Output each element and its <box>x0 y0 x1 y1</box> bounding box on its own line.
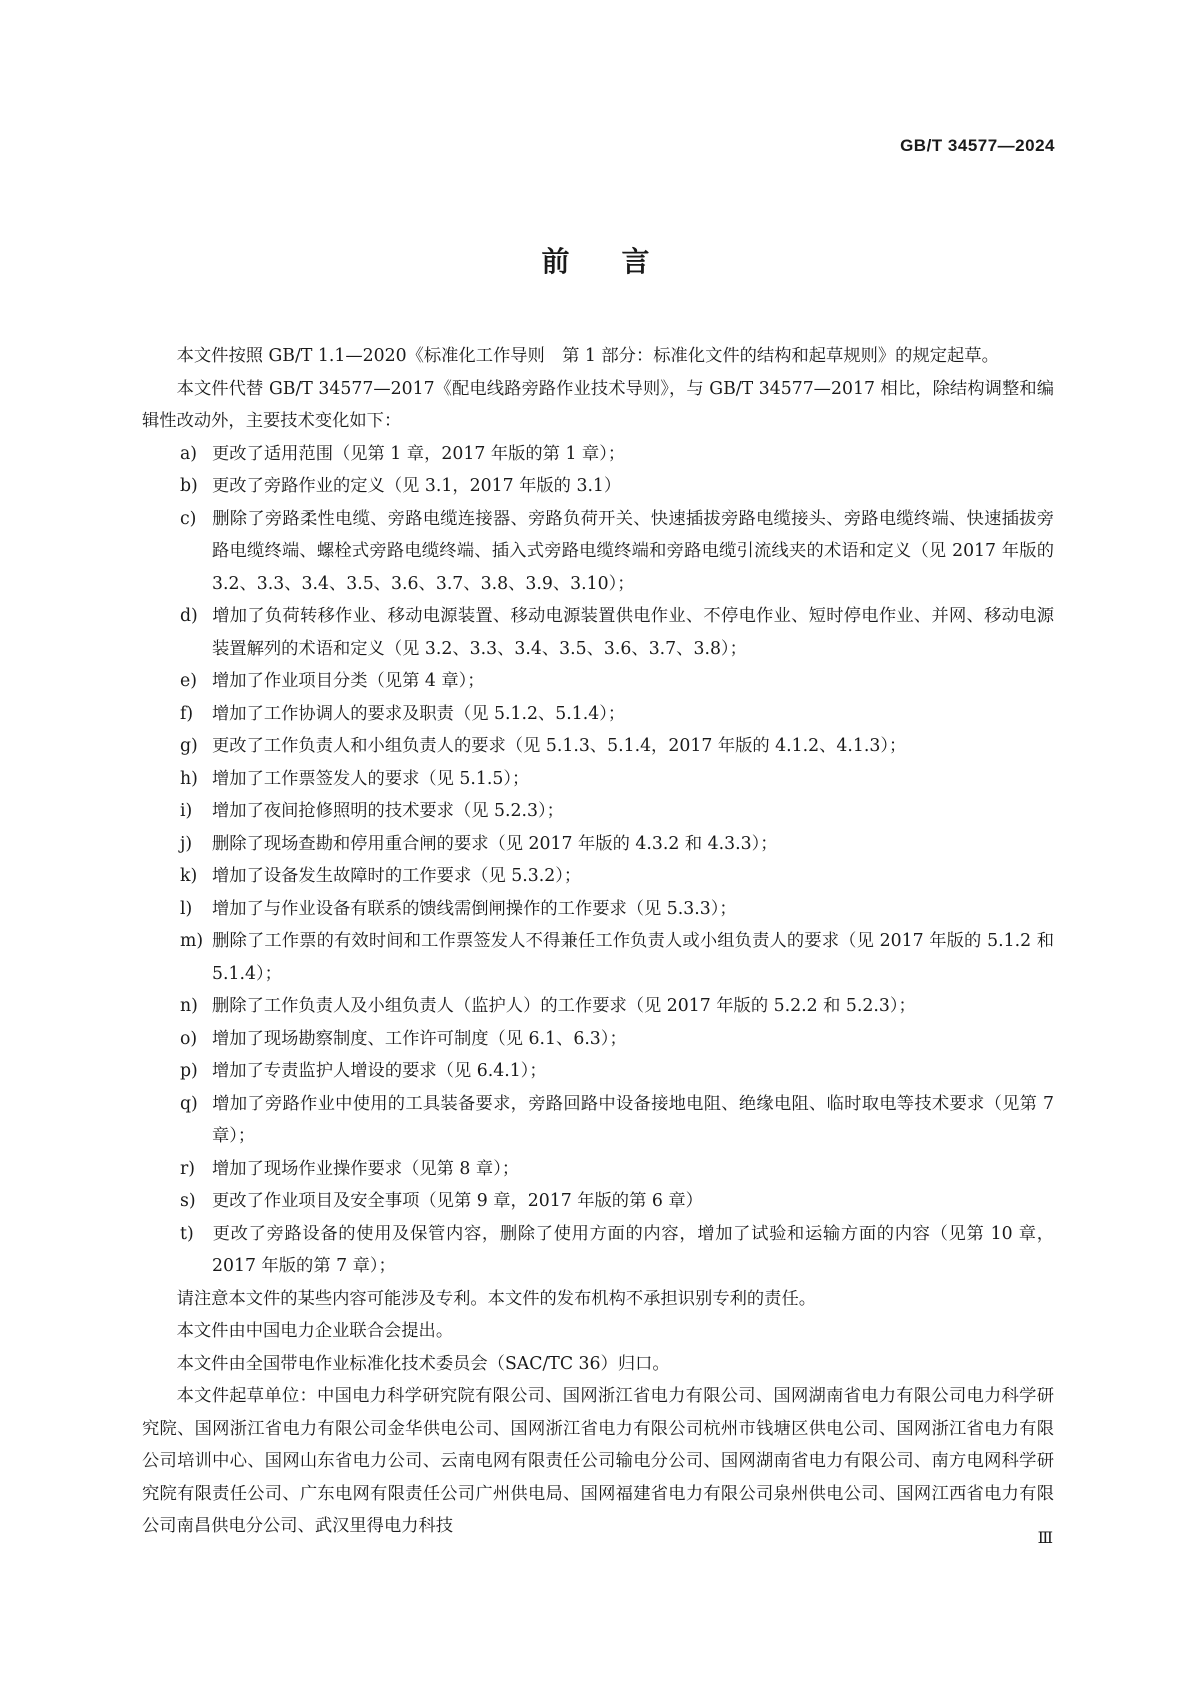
list-item <box>142 1055 1054 1088</box>
list-item-label: i) <box>180 801 193 821</box>
list-item-label: q) <box>180 1093 198 1114</box>
list-item-text: 增加了与作业设备有联系的馈线需倒闸操作的工作要求（见 5.3.3）； <box>212 898 737 919</box>
list-item <box>142 1185 1054 1218</box>
list-item-text: 增加了夜间抢修照明的技术要求（见 5.2.3）； <box>212 801 564 821</box>
list-item-label: a) <box>180 443 198 464</box>
list-item-text: 更改了旁路作业的定义（见 3.1，2017 年版的 3.1） <box>212 476 622 496</box>
list-item <box>142 990 1054 1023</box>
list-item-label: e) <box>180 671 197 691</box>
paragraph-patent-notice: 请注意本文件的某些内容可能涉及专利。本文件的发布机构不承担识别专利的责任。 <box>176 1288 817 1309</box>
list-item <box>142 1088 1054 1153</box>
list-item <box>142 828 1054 861</box>
list-item-label: s) <box>180 1191 196 1211</box>
list-item-text: 增加了现场勘察制度、工作许可制度（见 6.1、6.3）； <box>212 1028 627 1049</box>
list-item <box>142 763 1054 796</box>
list-item <box>142 730 1054 763</box>
paragraph-proposer: 本文件由中国电力企业联合会提出。 <box>176 1321 454 1341</box>
list-item-text: 增加了工作协调人的要求及职责（见 5.1.2、5.1.4）； <box>212 703 626 724</box>
changes-list <box>142 438 1054 1283</box>
list-item-text: 更改了作业项目及安全事项（见第 9 章，2017 年版的第 6 章） <box>212 1191 703 1211</box>
list-item-label: h) <box>180 768 198 789</box>
paragraph-replacement: 本文件代替 GB/T 34577—2017《配电线路旁路作业技术导则》，与 GB/T 34577—2017 相比，除结构调整和编辑性改动外，主要技术变化如下： <box>142 378 1054 431</box>
list-item-label: j) <box>180 833 193 854</box>
list-item-text: 增加了现场作业操作要求（见第 8 章）； <box>212 1158 520 1179</box>
list-item-text: 更改了适用范围（见第 1 章，2017 年版的第 1 章）； <box>212 443 626 464</box>
list-item-text: 增加了工作票签发人的要求（见 5.1.5）； <box>212 768 530 789</box>
page-title: 前言 <box>541 245 702 278</box>
list-item <box>142 925 1054 990</box>
page-number: Ⅲ <box>1037 1528 1053 1547</box>
list-item <box>142 600 1054 665</box>
list-item-label: t) <box>180 1223 194 1244</box>
list-item <box>142 503 1054 601</box>
list-item-label: n) <box>180 996 198 1016</box>
list-item <box>142 698 1054 731</box>
paragraph-drafting-units: 本文件起草单位：中国电力科学研究院有限公司、国网浙江省电力有限公司、国网湖南省电力有限公司电力科学研究院、国网浙江省电力有限公司金华供电公司、国网浙江省电力有限公司杭州市钱塘区供电公司、国网浙江省电力有限公司培训中心、国网山东省电力公司、云南电网有限责任公司输电分公司、国网湖南省电力有限公司、南方电网科学研究院有限责任公司、广东电网有限责任公司广州供电局、国网福建省电力有限公司泉州供电公司、国网江西省电力有限公司南昌供电分公司、武汉里得电力科技 <box>142 1386 1054 1536</box>
list-item-text: 更改了工作负责人和小组负责人的要求（见 5.1.3、5.1.4，2017 年版的 4.1.2、4.1.3）； <box>212 736 907 756</box>
list-item-text: 增加了负荷转移作业、移动电源装置、移动电源装置供电作业、不停电作业、短时停电作业、并网、移动电源装置解列的术语和定义（见 3.2、3.3、3.4、3.5、3.6、3.7、3.8）； <box>212 606 1054 659</box>
list-item <box>142 893 1054 926</box>
list-item-text: 删除了工作票的有效时间和工作票签发人不得兼任工作负责人或小组负责人的要求（见 2017 年版的 5.1.2 和 5.1.4）； <box>212 931 1054 984</box>
list-item <box>142 860 1054 893</box>
paragraph-drafting-rule: 本文件按照 GB/T 1.1—2020《标准化工作导则 第 1 部分：标准化文件的结构和起草规则》的规定起草。 <box>176 346 999 366</box>
list-item <box>142 795 1054 828</box>
list-item-label: o) <box>180 1028 198 1049</box>
list-item-label: m) <box>180 931 204 951</box>
list-item-text: 更改了旁路设备的使用及保管内容，删除了使用方面的内容，增加了试验和运输方面的内容（见第 10 章，2017 年版的第 7 章）； <box>212 1223 1054 1276</box>
list-item-label: g) <box>180 736 198 756</box>
list-item-text: 删除了工作负责人及小组负责人（监护人）的工作要求（见 2017 年版的 5.2.2 和 5.2.3）； <box>212 996 916 1016</box>
paragraph-committee: 本文件由全国带电作业标准化技术委员会（SAC/TC 36）归口。 <box>176 1353 670 1374</box>
list-item-text: 增加了设备发生故障时的工作要求（见 5.3.2）； <box>212 866 582 886</box>
list-item-text: 增加了作业项目分类（见第 4 章）； <box>212 671 485 691</box>
list-item-label: p) <box>180 1061 198 1081</box>
list-item-label: b) <box>180 476 198 496</box>
list-item <box>142 438 1054 471</box>
list-item <box>142 665 1054 698</box>
list-item-text: 增加了旁路作业中使用的工具装备要求，旁路回路中设备接地电阻、绝缘电阻、临时取电等技术要求（见第 7 章）； <box>212 1093 1054 1146</box>
list-item <box>142 1023 1054 1056</box>
list-item-text: 删除了现场查勘和停用重合闸的要求（见 2017 年版的 4.3.2 和 4.3.3）； <box>212 833 778 854</box>
standard-number: GB/T 34577—2024 <box>900 136 1055 155</box>
list-item-label: c) <box>180 508 197 529</box>
list-item-label: k) <box>180 866 198 886</box>
list-item <box>142 1218 1054 1283</box>
list-item-text: 删除了旁路柔性电缆、旁路电缆连接器、旁路负荷开关、快速插拔旁路电缆接头、旁路电缆终端、快速插拔旁路电缆终端、螺栓式旁路电缆终端、插入式旁路电缆终端和旁路电缆引流线夹的术语和定义（见 2017 年版的 3.2、3.3、3.4、3.5、3.6、3.7、3.8、3.9、3.10）； <box>212 508 1054 594</box>
list-item <box>142 1153 1054 1186</box>
document-body <box>142 340 1054 1543</box>
list-item-label: d) <box>180 606 198 626</box>
list-item <box>142 470 1054 503</box>
list-item-label: l) <box>180 898 193 919</box>
list-item-label: f) <box>180 703 194 724</box>
list-item-label: r) <box>180 1158 196 1179</box>
list-item-text: 增加了专责监护人增设的要求（见 6.4.1）； <box>212 1061 547 1081</box>
